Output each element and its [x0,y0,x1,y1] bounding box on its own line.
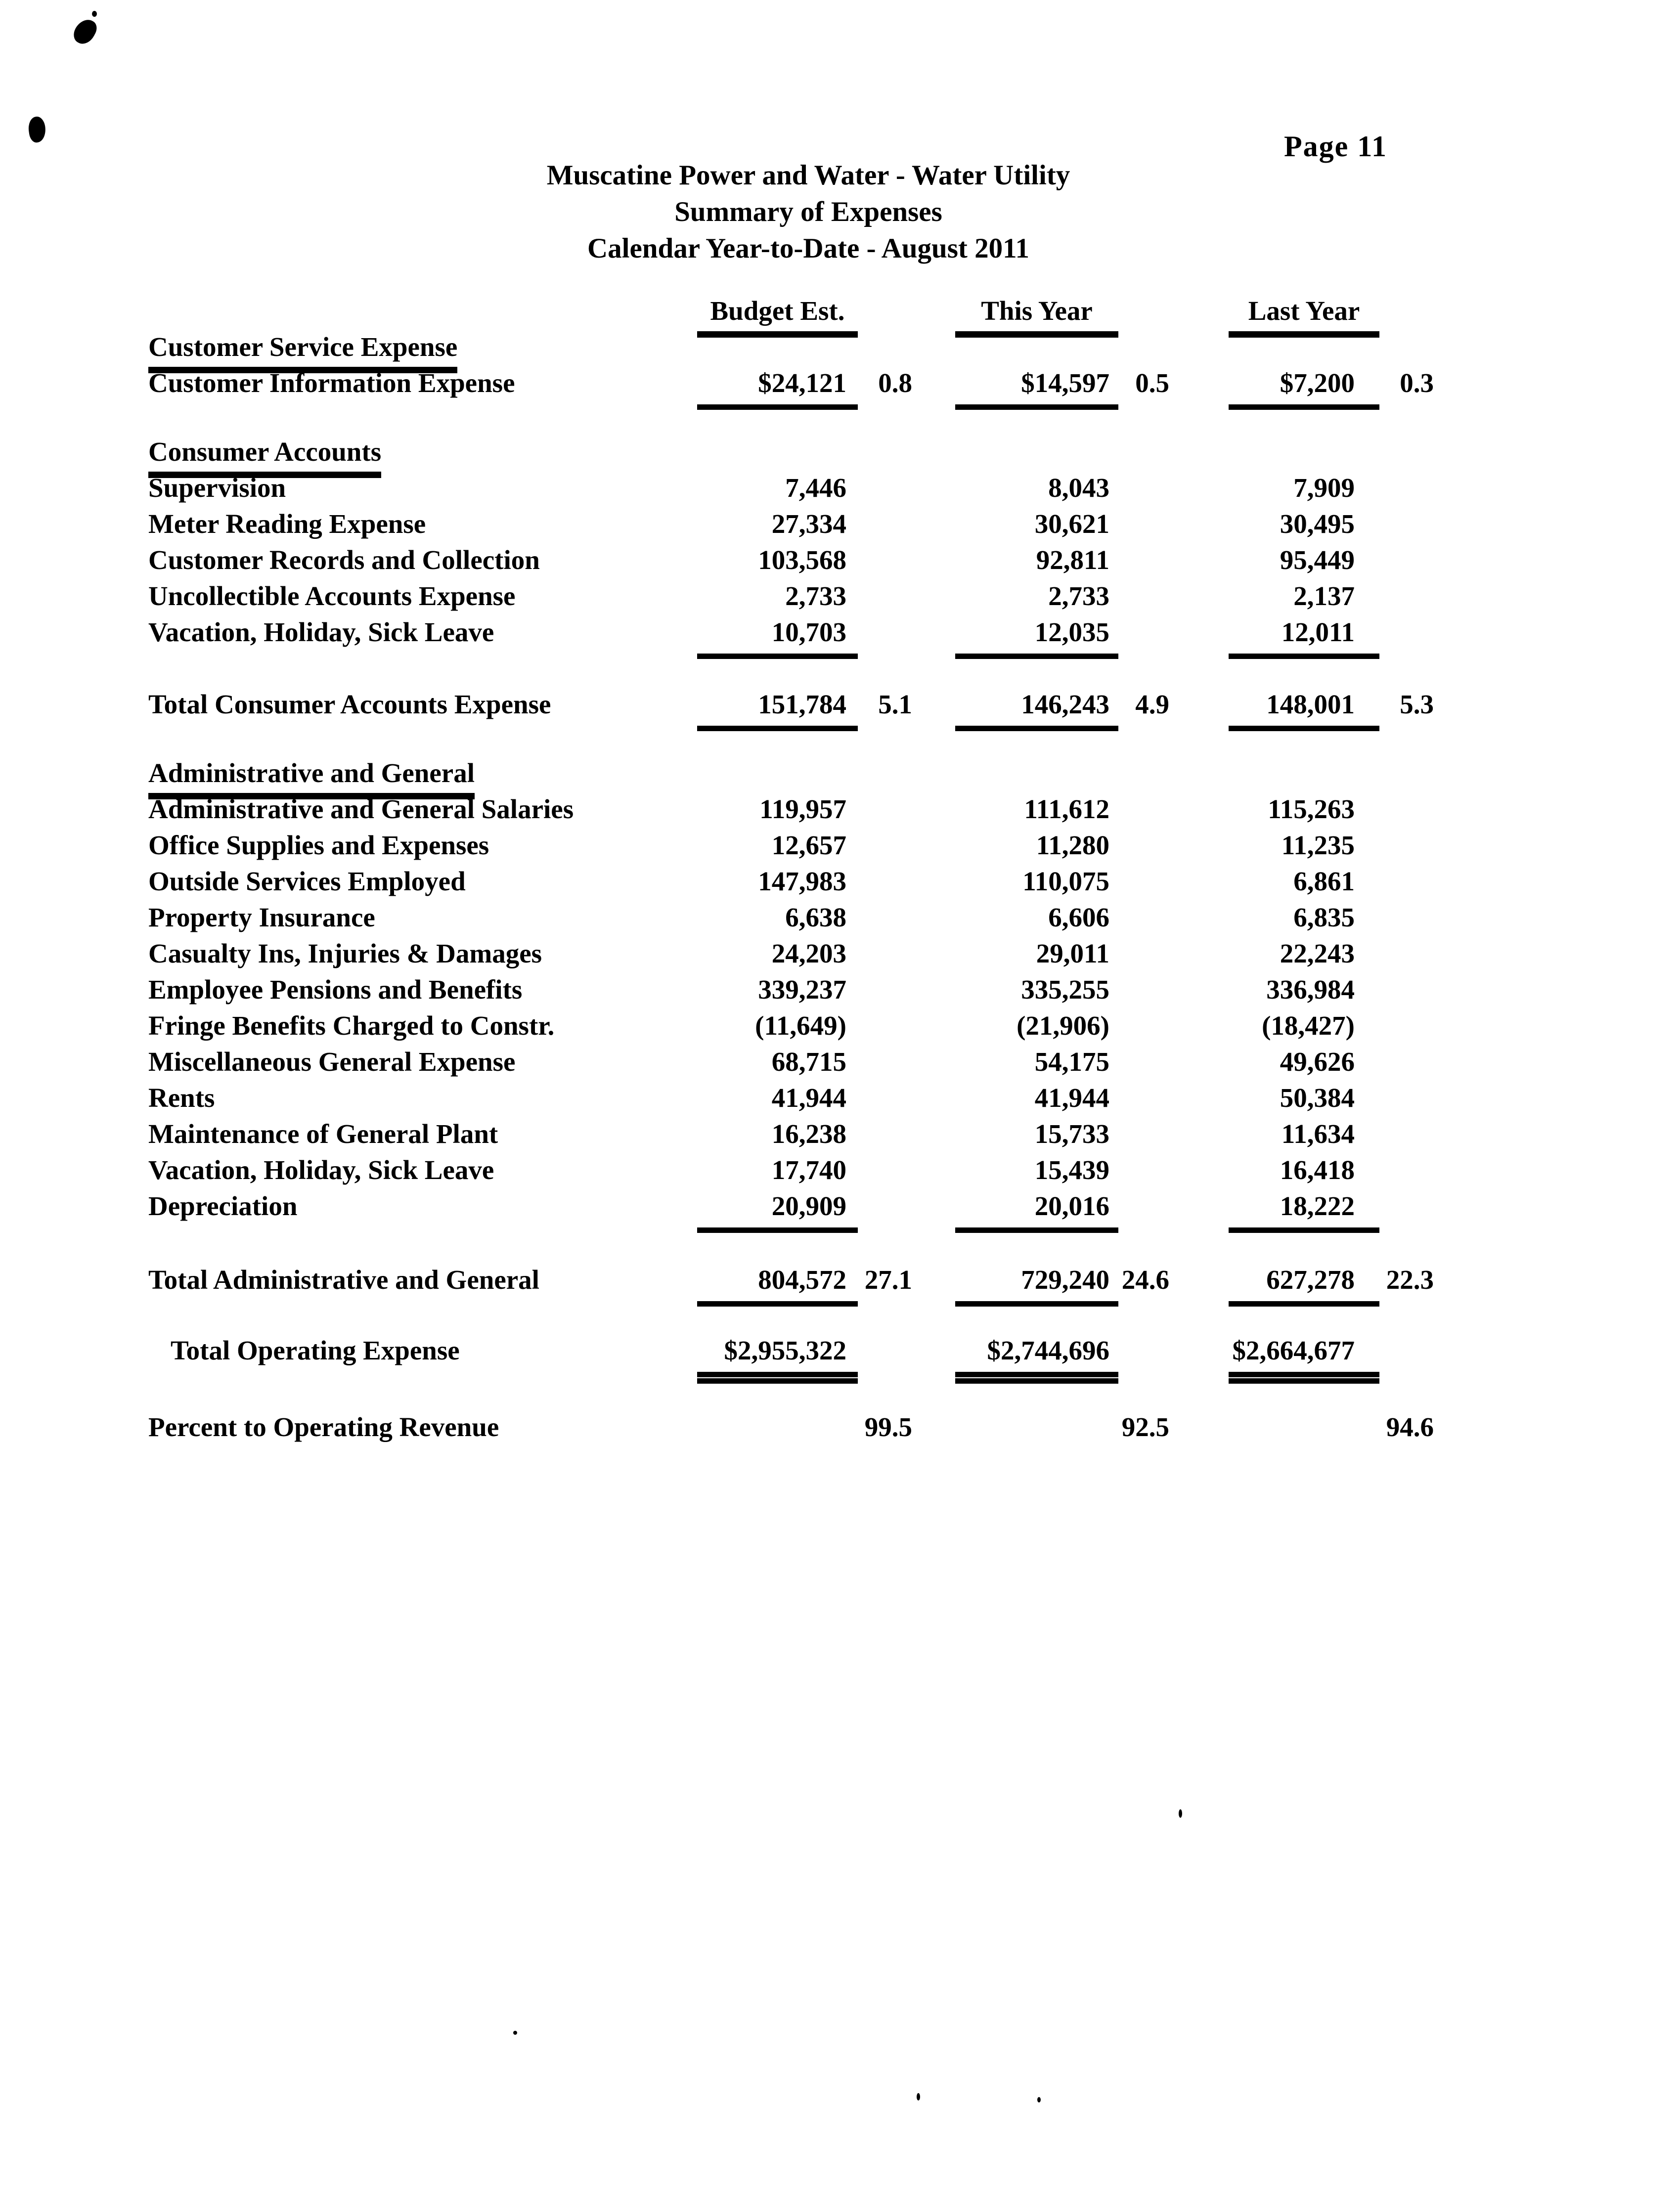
value-budget: (11,649) [755,1010,846,1041]
value-this-year: 29,011 [1036,938,1109,968]
section-heading-row [148,434,1441,470]
value-budget: 103,568 [758,545,846,575]
value-budget: 24,203 [771,938,846,968]
value-last-year: 95,449 [1280,545,1355,575]
table-row [148,1152,1441,1188]
section-heading: Administrative and General [148,755,475,799]
value-last-year: $2,664,677 [1229,1332,1379,1377]
row-label: Total Administrative and General [148,1265,539,1295]
value-last-year: 49,626 [1280,1047,1355,1077]
row-label: Supervision [148,473,286,503]
value-this-year: 110,075 [1022,866,1109,896]
scan-artifact [27,116,47,143]
value-budget: 27,334 [771,509,846,539]
value-last-year: 7,909 [1293,473,1355,503]
scan-artifact [513,2031,517,2035]
pct-budget: 5.1 [878,689,912,719]
table-row [148,1188,1441,1224]
table-row [148,542,1441,578]
row-label: Vacation, Holiday, Sick Leave [148,617,494,647]
pct-last-year: 0.3 [1400,368,1434,398]
value-budget: 68,715 [771,1047,846,1077]
document-header [0,157,1617,267]
value-budget: 804,572 [697,1262,858,1307]
value-budget: 147,983 [758,866,846,896]
section-heading: Customer Service Expense [148,329,457,373]
value-last-year: 148,001 [1229,686,1379,731]
table-row [148,470,1441,506]
table-row [148,791,1441,827]
value-this-year: $2,744,696 [955,1332,1118,1377]
row-label: Fringe Benefits Charged to Constr. [148,1010,555,1041]
value-last-year: 627,278 [1229,1262,1379,1307]
value-last-year: 6,835 [1293,902,1355,932]
value-this-year: 15,439 [1034,1155,1109,1185]
table-row [148,1007,1441,1044]
value-last-year: 50,384 [1280,1083,1355,1113]
row-label: Office Supplies and Expenses [148,830,489,860]
grand-total-row [148,1332,1441,1368]
value-budget: 10,703 [697,614,858,659]
value-last-year: 16,418 [1280,1155,1355,1185]
pct-this-year: 0.5 [1135,368,1169,398]
table-row [148,935,1441,971]
value-last-year: 22,243 [1280,938,1355,968]
scan-artifact [92,11,97,17]
table-row [148,578,1441,614]
col-header-last-year: Last Year [1229,293,1379,338]
value-budget: 339,237 [758,974,846,1005]
pct-this-year: 4.9 [1135,689,1169,719]
value-this-year: 41,944 [1034,1083,1109,1113]
table-row [148,827,1441,863]
row-label: Employee Pensions and Benefits [148,974,523,1005]
scan-artifact [917,2093,920,2100]
value-last-year: 18,222 [1229,1188,1379,1233]
value-this-year: 729,240 [955,1262,1118,1307]
value-this-year: 6,606 [1048,902,1109,932]
value-budget: 12,657 [771,830,846,860]
value-this-year: 11,280 [1036,830,1109,860]
value-this-year: (21,906) [1017,1010,1109,1041]
value-last-year: 336,984 [1266,974,1355,1005]
row-label: Vacation, Holiday, Sick Leave [148,1155,494,1185]
value-budget: 16,238 [771,1119,846,1149]
row-label: Percent to Operating Revenue [148,1412,499,1442]
table-row [148,971,1441,1007]
table-row [148,614,1441,650]
pct-last-year: 94.6 [1386,1412,1434,1442]
col-header-budget-est: Budget Est. [697,293,858,338]
row-label: Customer Information Expense [148,368,515,398]
value-budget: $2,955,322 [697,1332,858,1377]
row-label: Total Operating Expense [171,1335,460,1365]
pct-last-year: 5.3 [1400,689,1434,719]
column-header-row [148,293,1441,329]
value-last-year: 2,137 [1293,581,1355,611]
row-label: Administrative and General Salaries [148,794,574,824]
value-this-year: 20,016 [955,1188,1118,1233]
value-budget: 17,740 [771,1155,846,1185]
pct-last-year: 22.3 [1386,1265,1434,1295]
percent-row [148,1409,1441,1445]
value-budget: 6,638 [785,902,846,932]
section-heading: Consumer Accounts [148,434,381,478]
row-label: Miscellaneous General Expense [148,1047,516,1077]
row-label: Depreciation [148,1191,298,1221]
value-last-year: 115,263 [1268,794,1355,824]
value-last-year: $7,200 [1229,365,1379,410]
expense-table [148,293,1441,1445]
table-row [148,365,1441,401]
value-this-year: 146,243 [955,686,1118,731]
value-this-year: 8,043 [1048,473,1109,503]
table-row [148,1116,1441,1152]
row-label: Outside Services Employed [148,866,466,896]
scan-artifact [1037,2097,1041,2102]
value-last-year: 11,634 [1281,1119,1355,1149]
value-this-year: 92,811 [1036,545,1109,575]
total-row [148,1262,1441,1298]
col-header-this-year: This Year [955,293,1118,338]
table-row [148,1044,1441,1080]
pct-this-year: 92.5 [1121,1412,1169,1442]
value-last-year: 6,861 [1293,866,1355,896]
table-row [148,1080,1441,1116]
total-row [148,686,1441,722]
pct-budget: 99.5 [864,1412,912,1442]
value-last-year: 12,011 [1229,614,1379,659]
row-label: Customer Records and Collection [148,545,540,575]
page-number: Page 11 [1284,130,1387,163]
period-title: Calendar Year-to-Date - August 2011 [587,233,1029,264]
value-this-year: $14,597 [955,365,1118,410]
pct-budget: 27.1 [864,1265,912,1295]
table-row [148,863,1441,899]
section-heading-row [148,755,1441,791]
scan-artifact [70,16,100,48]
scan-artifact [1179,1809,1182,1818]
value-this-year: 2,733 [1048,581,1109,611]
value-this-year: 15,733 [1034,1119,1109,1149]
pct-budget: 0.8 [878,368,912,398]
row-label: Total Consumer Accounts Expense [148,689,551,719]
report-title: Summary of Expenses [674,196,942,227]
row-label: Uncollectible Accounts Expense [148,581,516,611]
value-this-year: 30,621 [1034,509,1109,539]
row-label: Property Insurance [148,902,375,932]
row-label: Maintenance of General Plant [148,1119,498,1149]
value-budget: 151,784 [697,686,858,731]
row-label: Meter Reading Expense [148,509,426,539]
row-label: Rents [148,1083,215,1113]
value-budget: 20,909 [697,1188,858,1233]
table-row [148,506,1441,542]
table-row [148,899,1441,935]
value-budget: 7,446 [785,473,846,503]
value-budget: 41,944 [771,1083,846,1113]
value-budget: $24,121 [697,365,858,410]
value-last-year: (18,427) [1262,1010,1355,1041]
value-this-year: 111,612 [1024,794,1109,824]
value-budget: 2,733 [785,581,846,611]
value-last-year: 11,235 [1281,830,1355,860]
row-label: Casualty Ins, Injuries & Damages [148,938,542,968]
value-budget: 119,957 [759,794,846,824]
value-this-year: 12,035 [955,614,1118,659]
value-last-year: 30,495 [1280,509,1355,539]
org-title: Muscatine Power and Water - Water Utility [546,160,1070,191]
pct-this-year: 24.6 [1121,1265,1169,1295]
value-this-year: 335,255 [1021,974,1109,1005]
value-this-year: 54,175 [1034,1047,1109,1077]
